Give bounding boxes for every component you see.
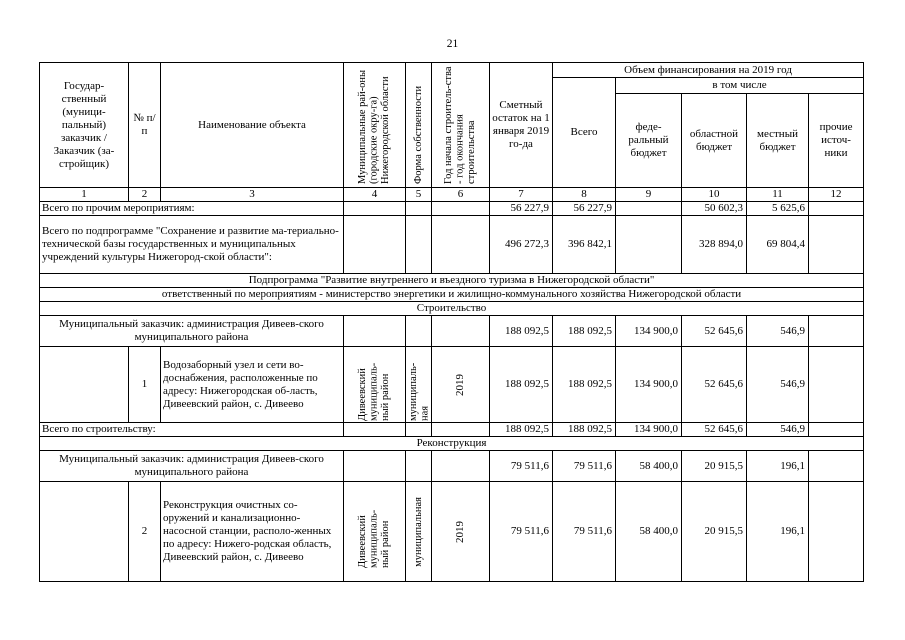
header-districts: Муниципальные рай-оны (городские окру-га) Нижегородской области [344,63,406,188]
cell-balance: 188 092,5 [490,423,553,437]
cell-other [809,316,864,347]
cell-local: 546,9 [747,347,809,423]
cell-total: 188 092,5 [553,347,616,423]
header-federal: феде-ральный бюджет [616,94,682,188]
cell-other [809,482,864,582]
total-construction-row [40,423,864,437]
cell-total: 188 092,5 [553,423,616,437]
cell-regional: 50 602,3 [682,202,747,216]
header-total: Всего [553,78,616,188]
header-including: в том числе [616,78,864,94]
cell-balance: 56 227,9 [490,202,553,216]
cell-balance: 188 092,5 [490,347,553,423]
total-other-measures-row [40,202,864,216]
subprogram-title: Подпрограмма "Развитие внутреннего и въездного туризма в Нижегородской области" [40,274,864,288]
col-number: 12 [809,188,864,202]
col-number: 3 [161,188,344,202]
col-number: 4 [344,188,406,202]
cell-other [809,202,864,216]
total-subprogram-row [40,216,864,274]
object-district: Дивеевский муниципаль-ный район [344,482,406,582]
row-label: Всего по строительству: [40,423,344,437]
cell-federal: 134 900,0 [616,347,682,423]
cell-total: 79 511,6 [553,451,616,482]
cell-regional: 20 915,5 [682,482,747,582]
header-other: прочие источ-ники [809,94,864,188]
header-funding-group: Объем финансирования на 2019 год [553,63,864,78]
col-number: 6 [432,188,490,202]
cell-regional: 20 915,5 [682,451,747,482]
col-number: 10 [682,188,747,202]
header-regional: областной бюджет [682,94,747,188]
section-reconstruction: Реконструкция [40,437,864,451]
object-number: 1 [129,347,161,423]
cell-balance: 496 272,3 [490,216,553,274]
object-ownership: муниципаль-ная [406,347,432,423]
col-number: 8 [553,188,616,202]
customer-row [40,316,864,347]
header-customer: Государ-ственный (муници-пальный) заказчик / Заказчик (за-стройщик) [40,63,129,188]
cell-federal: 134 900,0 [616,316,682,347]
cell-total: 56 227,9 [553,202,616,216]
object-ownership: муниципальная [406,482,432,582]
cell-regional: 52 645,6 [682,316,747,347]
cell-local: 546,9 [747,423,809,437]
object-years: 2019 [432,482,490,582]
cell-local: 69 804,4 [747,216,809,274]
col-number: 1 [40,188,129,202]
cell-balance: 79 511,6 [490,451,553,482]
section-construction: Строительство [40,302,864,316]
responsible-line: ответственный по мероприятиям - министерство энергетики и жилищно-коммунального хозяйства Нижегородской области [40,288,864,302]
object-row [40,347,864,423]
cell-regional: 52 645,6 [682,423,747,437]
cell-regional: 52 645,6 [682,347,747,423]
header-num: № п/п [129,63,161,188]
object-name: Водозаборный узел и сети во-доснабжения, расположенные по адресу: Нижегородская об-ласть, Дивеевский район, с. Дивеево [161,347,344,423]
cell-local: 546,9 [747,316,809,347]
object-number: 2 [129,482,161,582]
cell-other [809,347,864,423]
cell-local: 196,1 [747,451,809,482]
cell-balance: 79 511,6 [490,482,553,582]
cell-total: 79 511,6 [553,482,616,582]
page-number: 21 [446,38,459,50]
object-years: 2019 [432,347,490,423]
customer-row [40,451,864,482]
col-number: 9 [616,188,682,202]
column-numbers-row [40,188,864,202]
cell-regional: 328 894,0 [682,216,747,274]
cell-local: 5 625,6 [747,202,809,216]
cell-federal: 58 400,0 [616,451,682,482]
header-object-name: Наименование объекта [161,63,344,188]
cell-federal: 134 900,0 [616,423,682,437]
cell-federal [616,202,682,216]
row-label: Всего по прочим мероприятиям: [40,202,344,216]
col-number: 11 [747,188,809,202]
cell-total: 188 092,5 [553,316,616,347]
cell-balance: 188 092,5 [490,316,553,347]
header-years: Год начала строитель-ства - год окончания строительства [432,63,490,188]
col-number: 5 [406,188,432,202]
cell-other [809,451,864,482]
cell-other [809,216,864,274]
object-row [40,482,864,582]
cell-total: 396 842,1 [553,216,616,274]
col-number: 7 [490,188,553,202]
row-label: Муниципальный заказчик: администрация Дивеев-ского муниципального района [40,316,344,347]
financing-table [39,62,864,582]
cell-federal [616,216,682,274]
col-number: 2 [129,188,161,202]
cell-other [809,423,864,437]
header-balance: Сметный остаток на 1 января 2019 го-да [490,63,553,188]
object-name: Реконструкция очистных со-оружений и канализационно-насосной станции, располо-женных по адресу: Нижего-родская область, Дивеевский район, с. Дивеево [161,482,344,582]
header-ownership: Форма собственности [406,63,432,188]
cell-local: 196,1 [747,482,809,582]
row-label: Муниципальный заказчик: администрация Дивеев-ского муниципального района [40,451,344,482]
header-local: местный бюджет [747,94,809,188]
row-label: Всего по подпрограмме "Сохранение и развитие ма-териально-технической базы государственных и муниципальных учреждений культуры Нижегород-ской области": [40,216,344,274]
object-district: Дивеевский муниципаль-ный район [344,347,406,423]
cell-federal: 58 400,0 [616,482,682,582]
